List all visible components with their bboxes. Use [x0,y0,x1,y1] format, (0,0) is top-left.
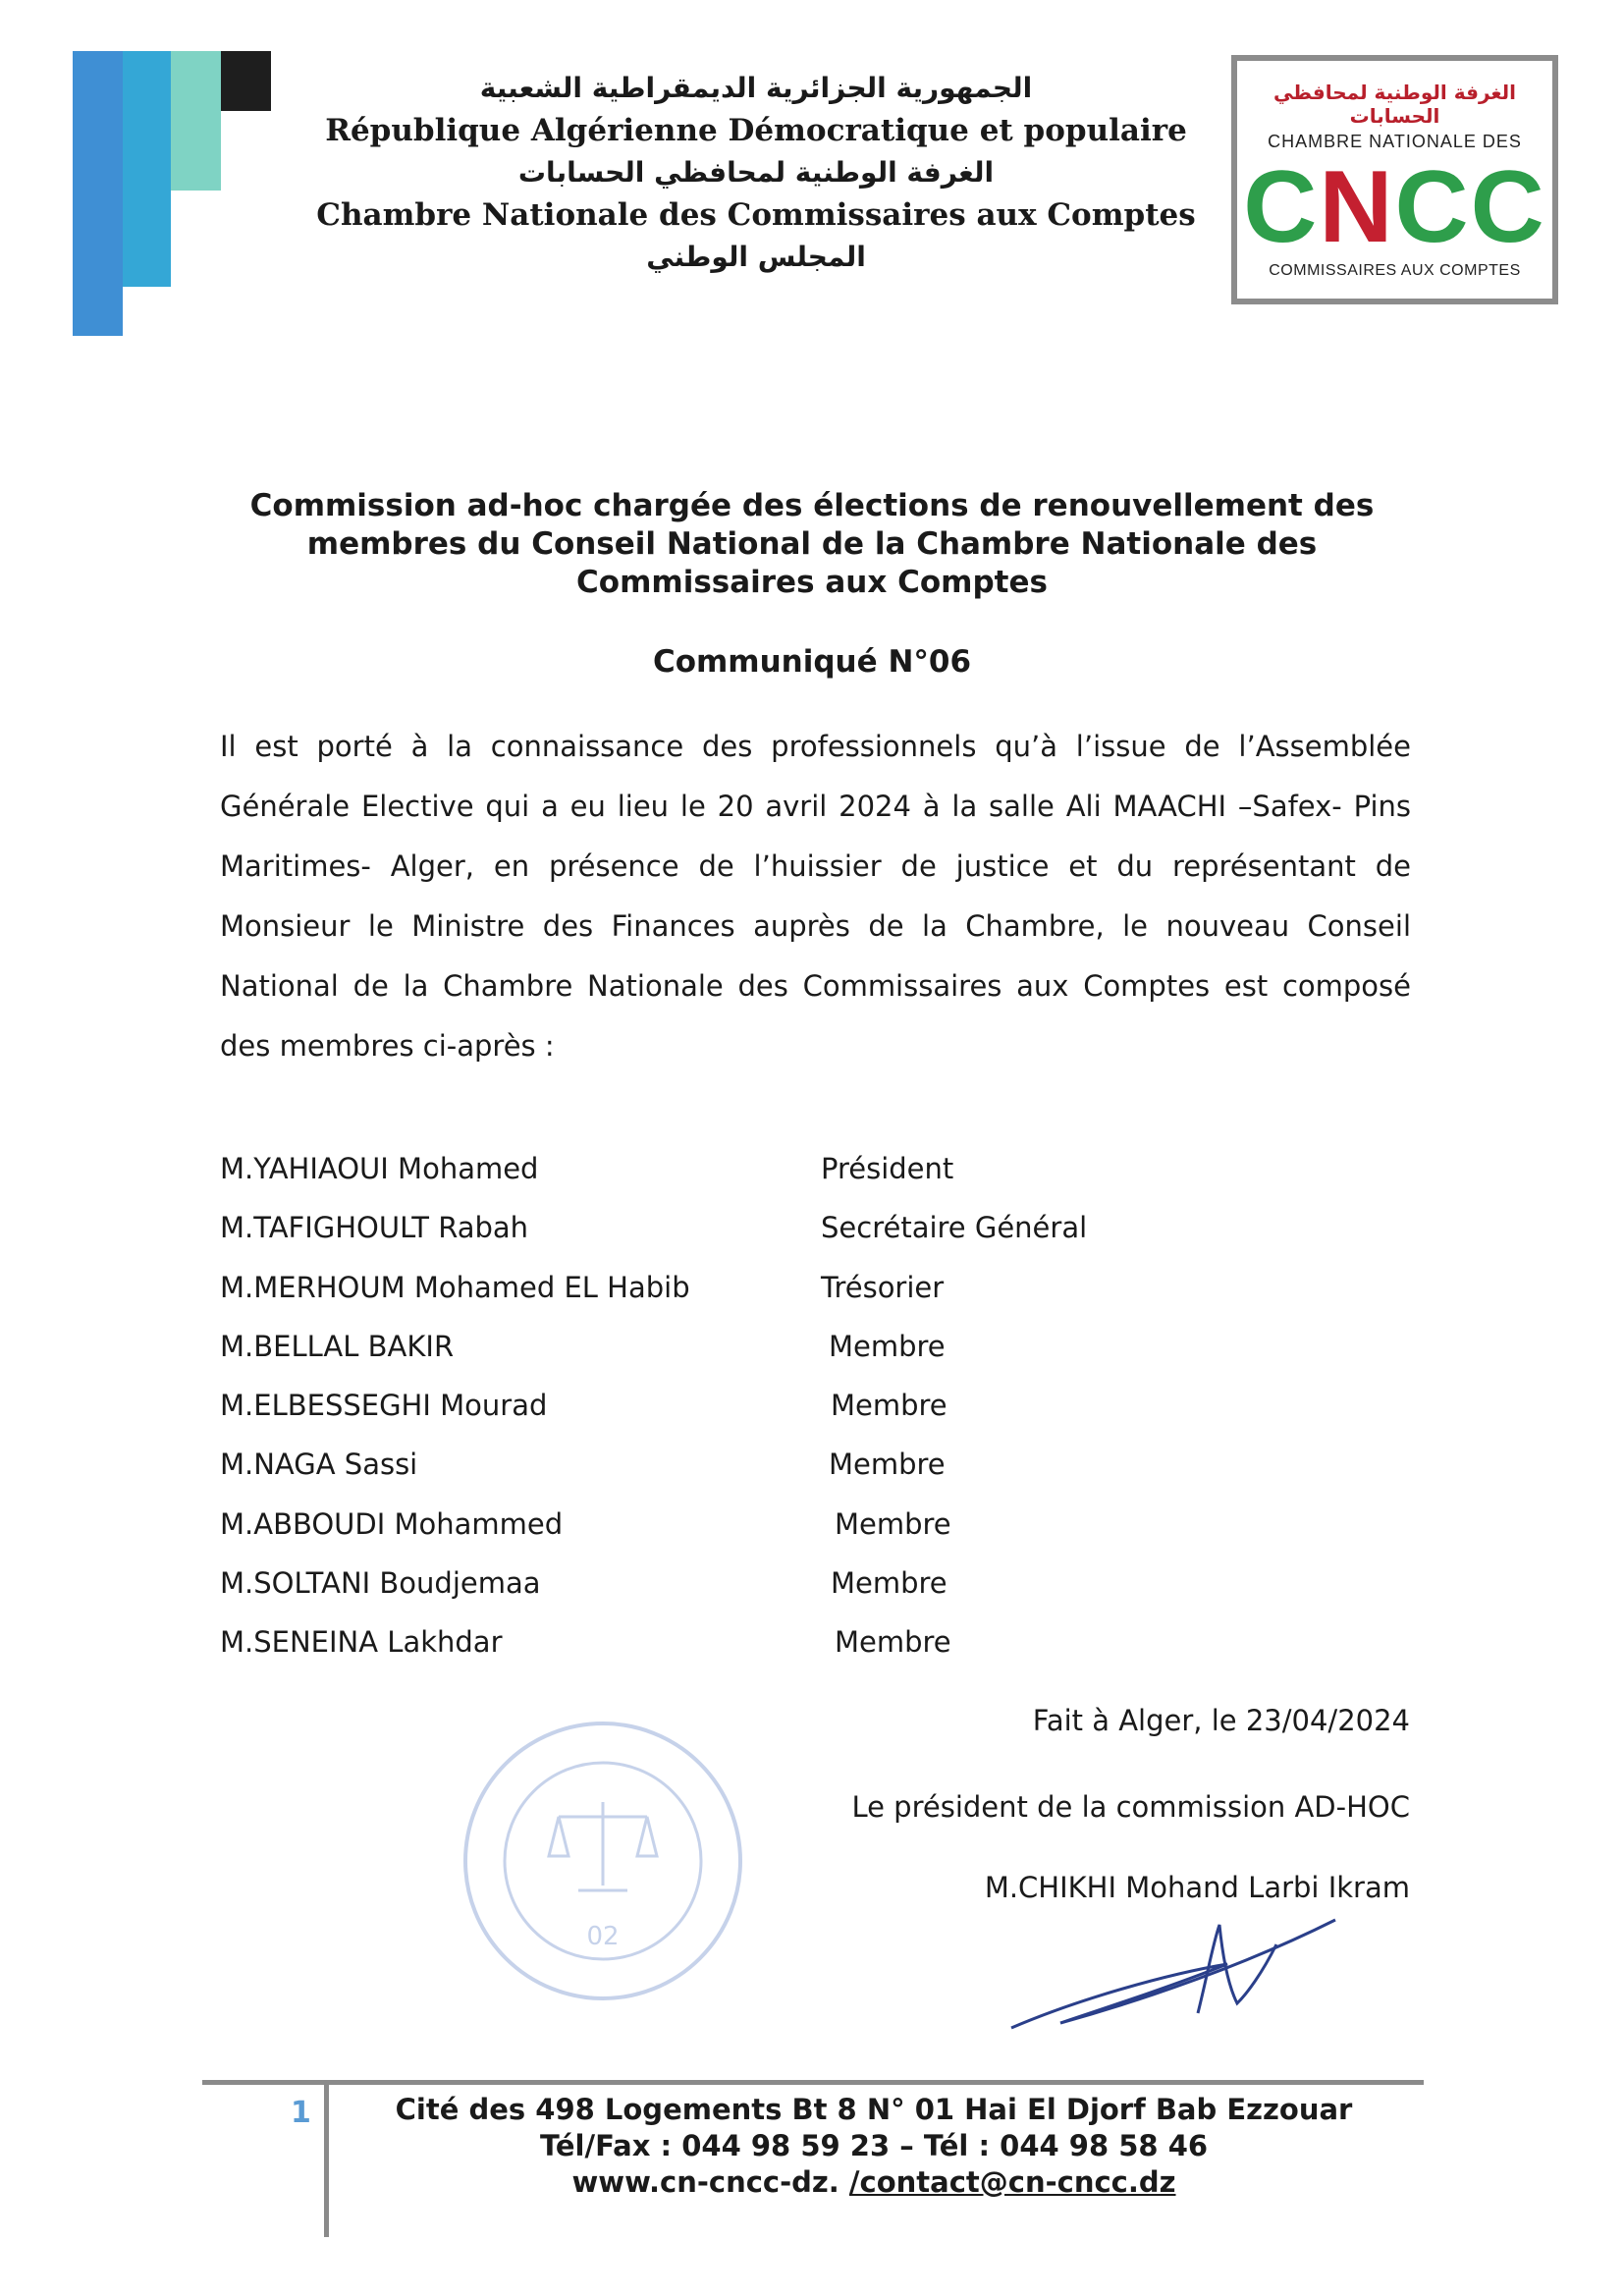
member-role: Membre [829,1329,946,1363]
cncc-logo-c: C [1243,150,1320,264]
list-item [220,1198,1202,1257]
list-item [220,1376,1202,1435]
footer-divider [202,2080,1424,2085]
header-logo-bars [73,51,271,336]
list-item [220,1435,1202,1494]
communique-number: Communiqué N°06 [652,644,972,680]
logo-bar-blue [73,51,123,336]
logo-bar-teal [171,51,221,191]
list-item [220,1317,1202,1376]
cncc-logo-arabic: الغرفة الوطنية لمحافظي الحسابات [1272,81,1517,128]
member-role: Secrétaire Général [821,1211,1088,1245]
footer-web [334,2164,1414,2201]
president-title: Le président de la commission AD-HOC [851,1790,1410,1824]
member-role: Membre [829,1448,946,1482]
logo-bar-cyan [123,51,171,287]
cncc-logo-bottom-text: COMMISSAIRES AUX COMPTES [1269,262,1521,279]
member-name: M.SOLTANI Boudjemaa [220,1566,541,1601]
header-arabic-line1: الجمهورية الجزائرية الديمقراطية الشعبية [479,72,1033,104]
logo-bar-gap [123,287,171,336]
footer-address: Cité des 498 Logements Bt 8 N° 01 Hai El Djorf Bab Ezzouar [395,2093,1353,2126]
scales-icon [549,1802,657,1890]
cncc-logo-n: N [1319,150,1395,264]
member-role: Membre [835,1506,951,1541]
member-name: M.TAFIGHOULT Rabah [220,1211,529,1245]
members-list [220,1139,1202,1672]
member-role: Membre [831,1389,947,1423]
member-name: M.MERHOUM Mohamed EL Habib [220,1270,690,1304]
page-number: 1 [291,2096,311,2130]
footer-website[interactable]: www.cn-cncc-dz. [571,2165,839,2199]
document-title: Commission ad-hoc chargée des élections de renouvellement des membres du Conseil National de la Chambre Nationale des Commissaires aux Comptes [249,488,1375,600]
header-french-line2: Chambre Nationale des Commissaires aux Comptes [316,197,1196,233]
stamp-number: 02 [586,1922,620,1951]
member-name: M.BELLAL BAKIR [220,1329,455,1363]
header-arabic-line3: المجلس الوطني [646,241,866,273]
footer-phone: Tél/Fax : 044 98 59 23 – Tél : 044 98 58 46 [539,2129,1209,2162]
member-name: M.ELBESSEGHI Mourad [220,1389,548,1423]
member-name: M.SENEINA Lakhdar [220,1625,503,1660]
cncc-logo-cc: CC [1394,150,1546,264]
president-name: M.CHIKHI Mohand Larbi Ikram [984,1871,1410,1904]
header-french-line1: République Algérienne Démocratique et populaire [325,113,1187,148]
footer-contact [334,2092,1414,2201]
handwritten-signature [1001,1905,1355,2043]
member-role: Membre [831,1566,947,1601]
member-role: Président [821,1152,954,1185]
member-name: M.ABBOUDI Mohammed [220,1506,564,1541]
cncc-logo-acronym [1237,152,1552,262]
member-name: M.YAHIAOUI Mohamed [220,1152,539,1185]
list-item [220,1495,1202,1554]
member-role: Trésorier [821,1270,945,1304]
list-item [220,1139,1202,1198]
date-place: Fait à Alger, le 23/04/2024 [1032,1704,1410,1737]
footer-email[interactable]: /contact@cn-cncc.dz [848,2165,1176,2199]
list-item [220,1613,1202,1671]
body-paragraph: Il est porté à la connaissance des professionnels qu’à l’issue de l’Assemblée Générale Elective qui a eu lieu le 20 avril 2024 à la salle Ali MAACHI –Safex- Pins Maritimes- Alger, en présence de l’huissier de justice et du représentant de Monsieur le Ministre des Finances auprès de la Chambre, le nouveau Conseil National de la Chambre Nationale des Commissaires aux Comptes est composé des membres ci-après : [220,730,1411,1063]
header-block [295,69,1218,277]
member-role: Membre [835,1625,951,1660]
header-arabic-line2: الغرفة الوطنية لمحافظي الحسابات [517,156,995,189]
list-item [220,1554,1202,1613]
logo-bar-black [221,51,271,111]
list-item [220,1258,1202,1317]
footer-vertical-divider [324,2080,329,2237]
commission-stamp [456,1709,750,2013]
cncc-logo-top-text: CHAMBRE NATIONALE DES [1268,132,1522,151]
member-name: M.NAGA Sassi [220,1448,418,1482]
cncc-logo [1231,55,1558,304]
